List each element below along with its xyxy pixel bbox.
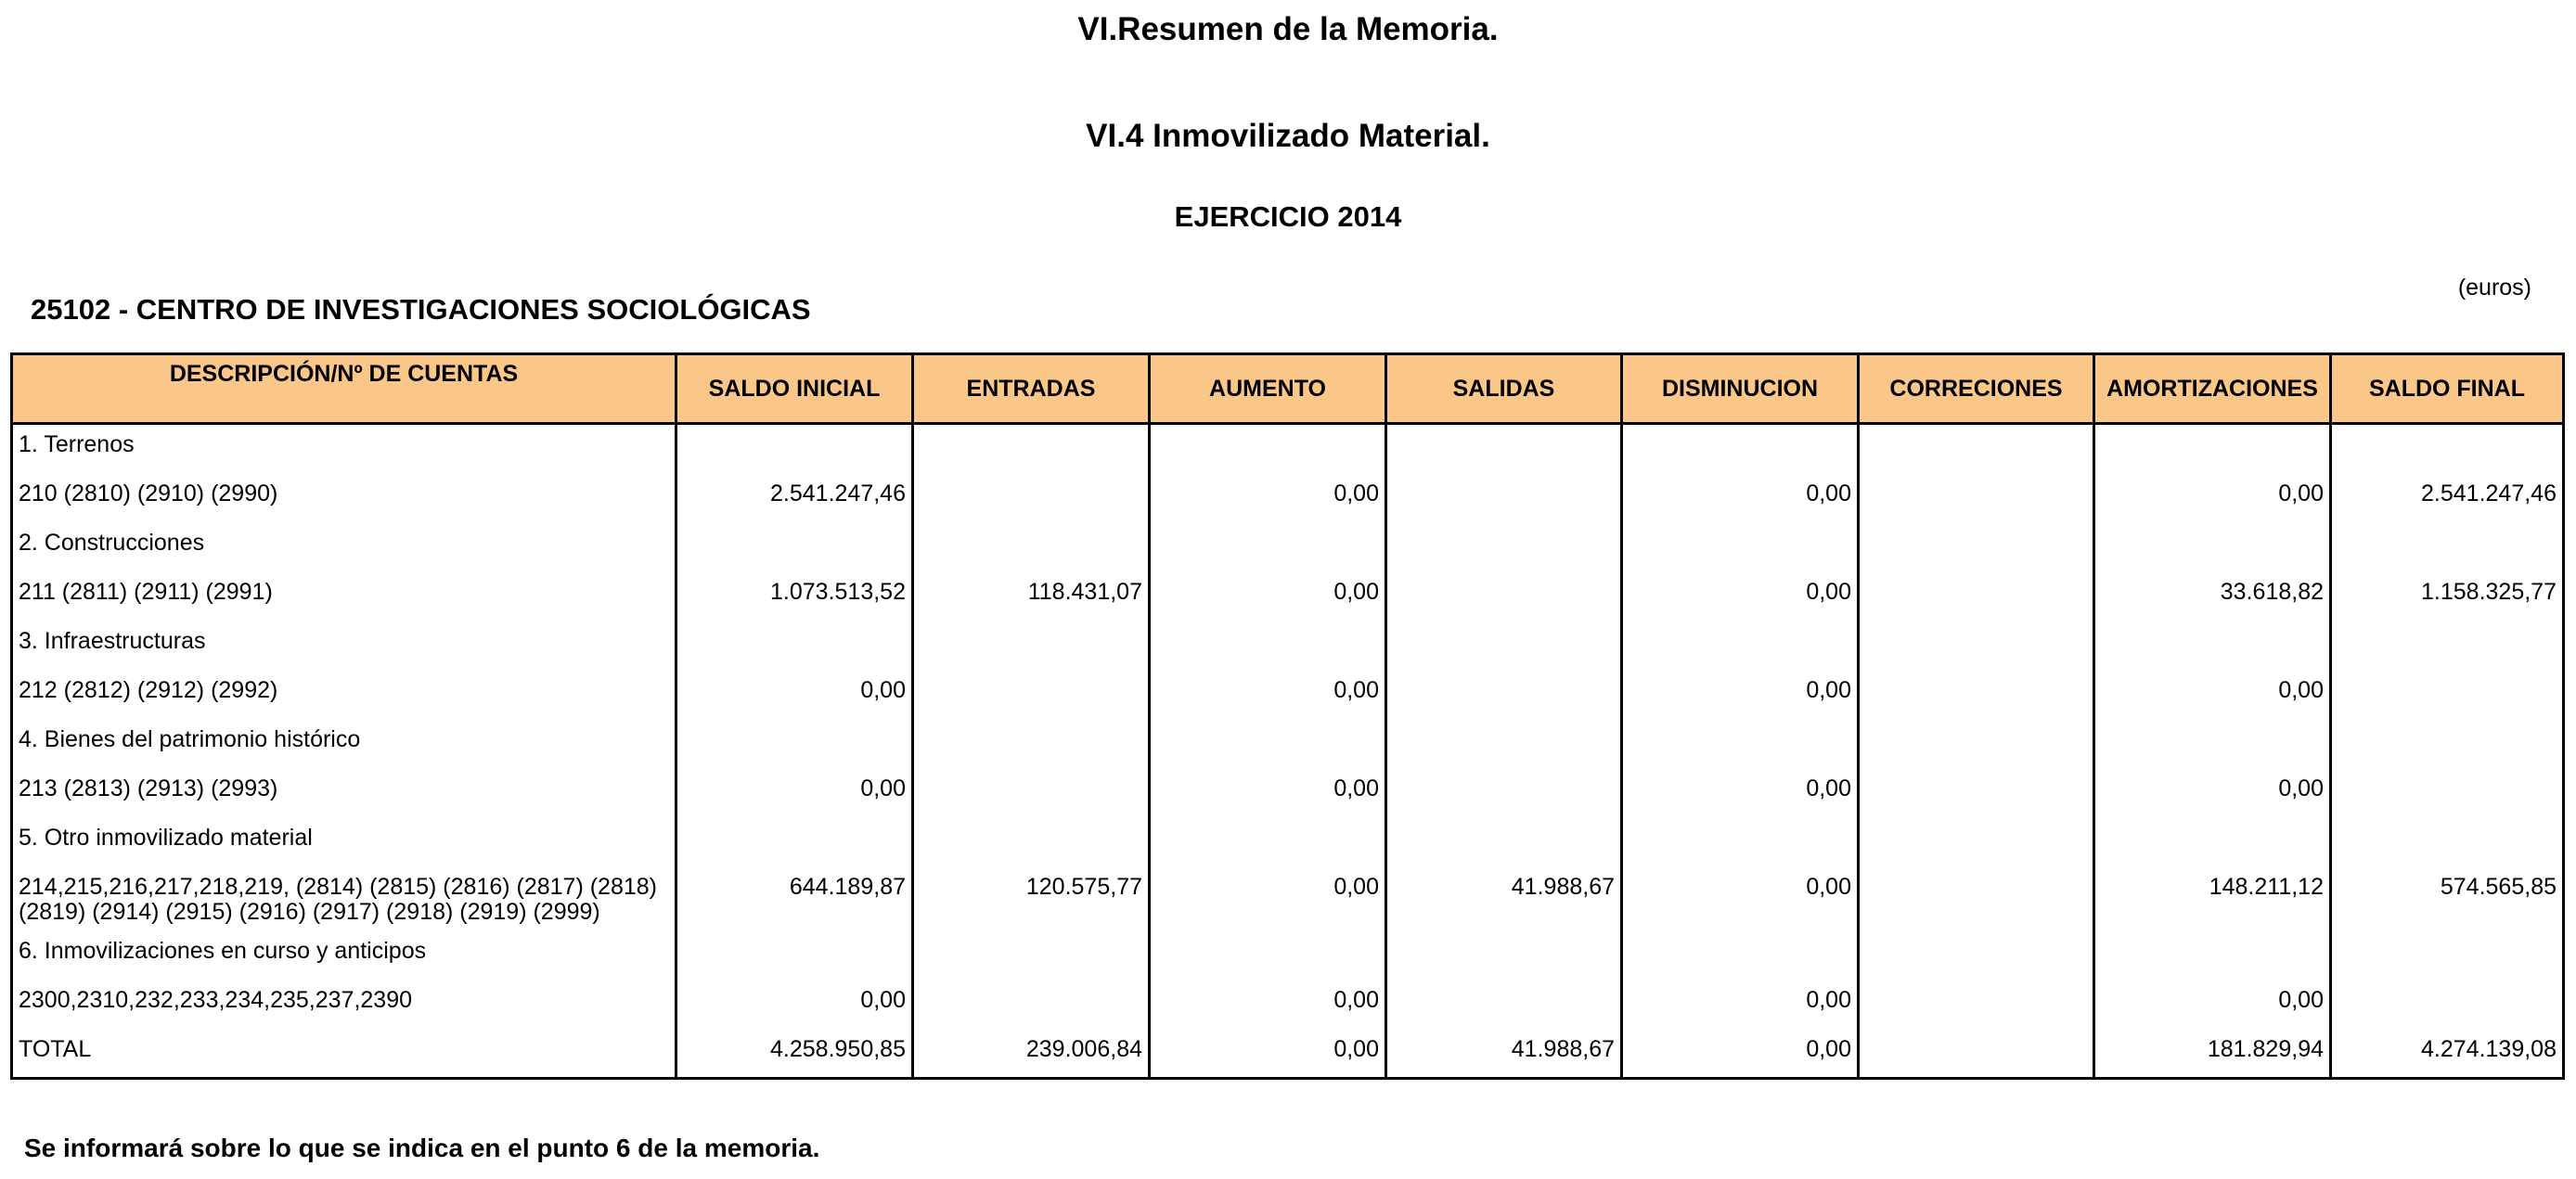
table-row bbox=[12, 719, 2564, 768]
table-cell: 644.189,87 bbox=[676, 866, 913, 930]
table-cell bbox=[676, 522, 913, 571]
table-cell bbox=[676, 424, 913, 473]
table-row bbox=[12, 522, 2564, 571]
table-cell bbox=[1859, 571, 2094, 621]
entity-name: 25102 - CENTRO DE INVESTIGACIONES SOCIOLÓGICAS bbox=[31, 293, 811, 326]
table-cell bbox=[1859, 980, 2094, 1029]
table-cell bbox=[1859, 424, 2094, 473]
table-cell bbox=[1386, 768, 1622, 817]
table-cell: 1. Terrenos bbox=[12, 424, 676, 473]
table-cell bbox=[1859, 817, 2094, 866]
table-cell bbox=[913, 522, 1150, 571]
table-cell: 0,00 bbox=[1150, 473, 1386, 522]
table-cell bbox=[676, 817, 913, 866]
table-cell: 0,00 bbox=[1150, 980, 1386, 1029]
table-cell bbox=[1386, 817, 1622, 866]
table-cell: 212 (2812) (2912) (2992) bbox=[12, 670, 676, 719]
table-cell: 0,00 bbox=[1150, 866, 1386, 930]
table-cell: 120.575,77 bbox=[913, 866, 1150, 930]
table-cell: 2. Construcciones bbox=[12, 522, 676, 571]
table-cell: 5. Otro inmovilizado material bbox=[12, 817, 676, 866]
table-cell bbox=[1386, 621, 1622, 670]
table-cell: 0,00 bbox=[1150, 571, 1386, 621]
table-cell bbox=[1386, 522, 1622, 571]
table-row bbox=[12, 571, 2564, 621]
table-row bbox=[12, 817, 2564, 866]
page-title: VI.Resumen de la Memoria. bbox=[1077, 11, 1499, 47]
table-cell bbox=[2094, 930, 2331, 980]
table-cell bbox=[2331, 930, 2564, 980]
table-cell bbox=[1859, 768, 2094, 817]
table-cell bbox=[1859, 621, 2094, 670]
table-cell: 1.158.325,77 bbox=[2331, 571, 2564, 621]
fixed-assets-table bbox=[10, 352, 2565, 1080]
table-cell: 214,215,216,217,218,219, (2814) (2815) (2816) (2817) (2818) (2819) (2914) (2915) (2916) (2917) (2918) (2919) (2999) bbox=[12, 866, 676, 930]
table-cell: 211 (2811) (2911) (2991) bbox=[12, 571, 676, 621]
table-cell: 0,00 bbox=[2094, 473, 2331, 522]
table-cell: 574.565,85 bbox=[2331, 866, 2564, 930]
table-cell bbox=[1859, 1029, 2094, 1079]
table-cell bbox=[2331, 621, 2564, 670]
col-header-saldo-final: SALDO FINAL bbox=[2331, 354, 2564, 424]
table-cell: 0,00 bbox=[1150, 670, 1386, 719]
table-cell bbox=[913, 719, 1150, 768]
table-cell: 239.006,84 bbox=[913, 1029, 1150, 1079]
table-cell bbox=[2094, 817, 2331, 866]
table-cell: 4.258.950,85 bbox=[676, 1029, 913, 1079]
col-header-salidas: SALIDAS bbox=[1386, 354, 1622, 424]
table-cell: 2300,2310,232,233,234,235,237,2390 bbox=[12, 980, 676, 1029]
table-cell bbox=[1386, 424, 1622, 473]
table-cell bbox=[913, 621, 1150, 670]
table-cell: 41.988,67 bbox=[1386, 1029, 1622, 1079]
table-row bbox=[12, 670, 2564, 719]
col-header-saldo-inicial: SALDO INICIAL bbox=[676, 354, 913, 424]
table-cell: 3. Infraestructuras bbox=[12, 621, 676, 670]
table-row bbox=[12, 930, 2564, 980]
table-cell bbox=[913, 817, 1150, 866]
table-cell bbox=[1859, 719, 2094, 768]
table-cell bbox=[2094, 424, 2331, 473]
table-body bbox=[12, 424, 2564, 1079]
table-cell bbox=[1859, 522, 2094, 571]
table-cell bbox=[2331, 817, 2564, 866]
table-cell bbox=[1386, 719, 1622, 768]
table-row bbox=[12, 866, 2564, 930]
table-cell bbox=[2094, 719, 2331, 768]
table-cell bbox=[2094, 522, 2331, 571]
table-cell bbox=[1622, 522, 1859, 571]
table-cell: TOTAL bbox=[12, 1029, 676, 1079]
table-cell bbox=[913, 424, 1150, 473]
table-cell bbox=[676, 930, 913, 980]
table-cell bbox=[913, 980, 1150, 1029]
table-cell: 0,00 bbox=[676, 980, 913, 1029]
table-cell: 210 (2810) (2910) (2990) bbox=[12, 473, 676, 522]
table-cell bbox=[2331, 768, 2564, 817]
table-cell: 41.988,67 bbox=[1386, 866, 1622, 930]
col-header-aumento: AUMENTO bbox=[1150, 354, 1386, 424]
table-cell: 0,00 bbox=[2094, 768, 2331, 817]
table-cell: 2.541.247,46 bbox=[676, 473, 913, 522]
table-cell: 181.829,94 bbox=[2094, 1029, 2331, 1079]
table-cell: 0,00 bbox=[676, 768, 913, 817]
table-cell bbox=[1622, 719, 1859, 768]
table-row bbox=[12, 621, 2564, 670]
table-cell bbox=[1859, 866, 2094, 930]
table-cell: 213 (2813) (2913) (2993) bbox=[12, 768, 676, 817]
table-cell: 0,00 bbox=[1150, 1029, 1386, 1079]
footnote: Se informará sobre lo que se indica en el punto 6 de la memoria. bbox=[24, 1134, 820, 1162]
table-cell: 0,00 bbox=[1150, 768, 1386, 817]
table-cell bbox=[2331, 670, 2564, 719]
table-row bbox=[12, 980, 2564, 1029]
table-cell: 0,00 bbox=[1622, 1029, 1859, 1079]
table-cell: 0,00 bbox=[1622, 866, 1859, 930]
table-cell bbox=[1859, 473, 2094, 522]
table-cell bbox=[1386, 571, 1622, 621]
table-cell bbox=[1150, 621, 1386, 670]
table-cell bbox=[1386, 930, 1622, 980]
table-cell: 0,00 bbox=[676, 670, 913, 719]
table-cell bbox=[1622, 930, 1859, 980]
table-cell bbox=[1386, 473, 1622, 522]
col-header-correciones: CORRECIONES bbox=[1859, 354, 2094, 424]
table-cell: 0,00 bbox=[1622, 571, 1859, 621]
table-cell bbox=[1150, 522, 1386, 571]
table-cell: 0,00 bbox=[1622, 980, 1859, 1029]
table-cell: 0,00 bbox=[1622, 670, 1859, 719]
table-cell bbox=[913, 768, 1150, 817]
table-cell bbox=[2094, 621, 2331, 670]
table-cell bbox=[913, 670, 1150, 719]
table-cell bbox=[2331, 424, 2564, 473]
col-header-entradas: ENTRADAS bbox=[913, 354, 1150, 424]
table-cell bbox=[1386, 980, 1622, 1029]
table-cell bbox=[913, 930, 1150, 980]
table-cell bbox=[1859, 930, 2094, 980]
table-cell bbox=[1150, 424, 1386, 473]
table-cell bbox=[1859, 670, 2094, 719]
table-cell: 1.073.513,52 bbox=[676, 571, 913, 621]
table-cell bbox=[1622, 424, 1859, 473]
table-cell: 4. Bienes del patrimonio histórico bbox=[12, 719, 676, 768]
table-cell: 2.541.247,46 bbox=[2331, 473, 2564, 522]
table-cell bbox=[1150, 719, 1386, 768]
table-cell: 33.618,82 bbox=[2094, 571, 2331, 621]
table-cell bbox=[676, 621, 913, 670]
table-cell bbox=[2331, 719, 2564, 768]
table-cell: 0,00 bbox=[1622, 473, 1859, 522]
table-cell bbox=[676, 719, 913, 768]
table-cell bbox=[2331, 522, 2564, 571]
fiscal-year: EJERCICIO 2014 bbox=[1174, 200, 1402, 233]
table-cell: 0,00 bbox=[2094, 670, 2331, 719]
table-cell bbox=[1622, 817, 1859, 866]
col-header-disminucion: DISMINUCION bbox=[1622, 354, 1859, 424]
table-cell: 6. Inmovilizaciones en curso y anticipos bbox=[12, 930, 676, 980]
units-label: (euros) bbox=[2457, 275, 2531, 301]
col-header-amortizaciones: AMORTIZACIONES bbox=[2094, 354, 2331, 424]
col-header-description: DESCRIPCIÓN/Nº DE CUENTAS bbox=[12, 354, 676, 424]
table-row bbox=[12, 424, 2564, 473]
section-title: VI.4 Inmovilizado Material. bbox=[1086, 118, 1490, 154]
table-cell bbox=[1622, 621, 1859, 670]
table-cell bbox=[1150, 817, 1386, 866]
table-cell: 118.431,07 bbox=[913, 571, 1150, 621]
table-cell bbox=[2331, 980, 2564, 1029]
table-cell: 0,00 bbox=[1622, 768, 1859, 817]
table-cell bbox=[1386, 670, 1622, 719]
table-cell: 0,00 bbox=[2094, 980, 2331, 1029]
table-cell bbox=[1150, 930, 1386, 980]
table-header-row bbox=[12, 354, 2564, 424]
table-cell: 4.274.139,08 bbox=[2331, 1029, 2564, 1079]
table-row bbox=[12, 768, 2564, 817]
table-cell bbox=[913, 473, 1150, 522]
total-row bbox=[12, 1029, 2564, 1079]
table-row bbox=[12, 473, 2564, 522]
table-cell: 148.211,12 bbox=[2094, 866, 2331, 930]
